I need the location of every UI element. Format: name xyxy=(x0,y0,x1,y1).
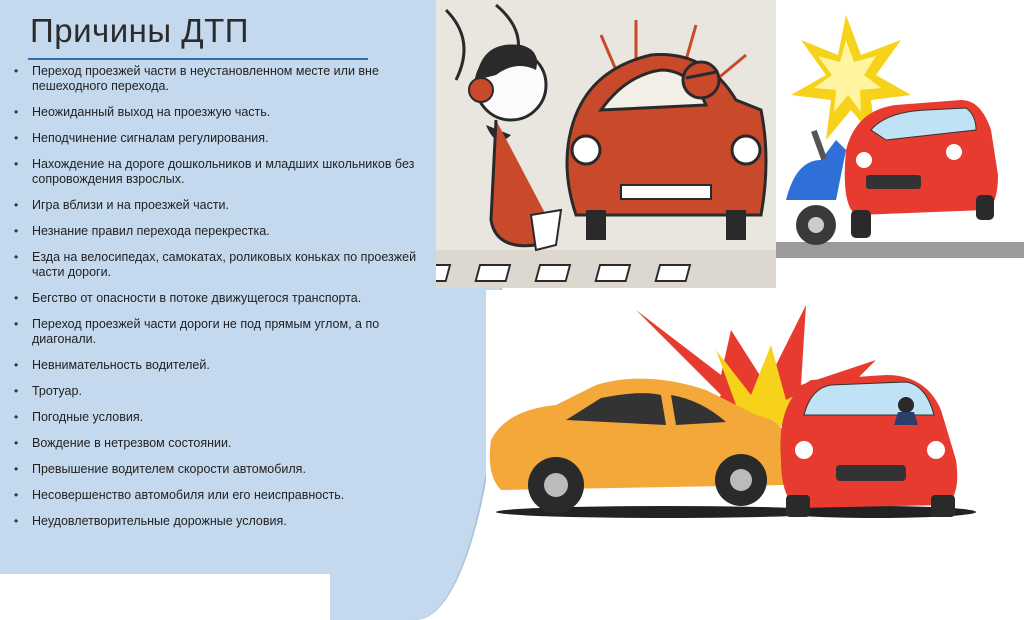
list-item: • Тротуар. xyxy=(12,384,432,399)
list-item: • Неожиданный выход на проезжую часть. xyxy=(12,105,432,120)
list-item: • Переход проезжей части в неустановленном месте или вне пешеходного перехода. xyxy=(12,64,432,94)
list-item: • Неподчинение сигналам регулирования. xyxy=(12,131,432,146)
page-title: Причины ДТП xyxy=(30,12,249,49)
list-item: • Превышение водителем скорости автомобиля. xyxy=(12,462,432,477)
list-item: • Невнимательность водителей. xyxy=(12,358,432,373)
list-item: • Переход проезжей части дороги не под прямым углом, а по диагонали. xyxy=(12,317,432,347)
causes-list xyxy=(12,64,432,540)
list-item: • Незнание правил перехода перекрестка. xyxy=(12,224,432,239)
list-item: • Бегство от опасности в потоке движущегося транспорта. xyxy=(12,291,432,306)
list-item: • Игра вблизи и на проезжей части. xyxy=(12,198,432,213)
list-item: • Погодные условия. xyxy=(12,410,432,425)
list-item: • Вождение в нетрезвом состоянии. xyxy=(12,436,432,451)
two-car-collision-illustration xyxy=(486,290,996,522)
list-item: • Несовершенство автомобиля или его неисправность. xyxy=(12,488,432,503)
list-item: • Неудовлетворительные дорожные условия. xyxy=(12,514,432,529)
scooter-car-crash-illustration xyxy=(776,0,1024,288)
pedestrian-car-illustration xyxy=(436,0,776,288)
title-underline xyxy=(28,58,368,60)
list-item: • Езда на велосипедах, самокатах, роликовых коньках по проезжей части дороги. xyxy=(12,250,432,280)
list-item: • Нахождение на дороге дошкольников и младших школьников без сопровождения взрослых. xyxy=(12,157,432,187)
